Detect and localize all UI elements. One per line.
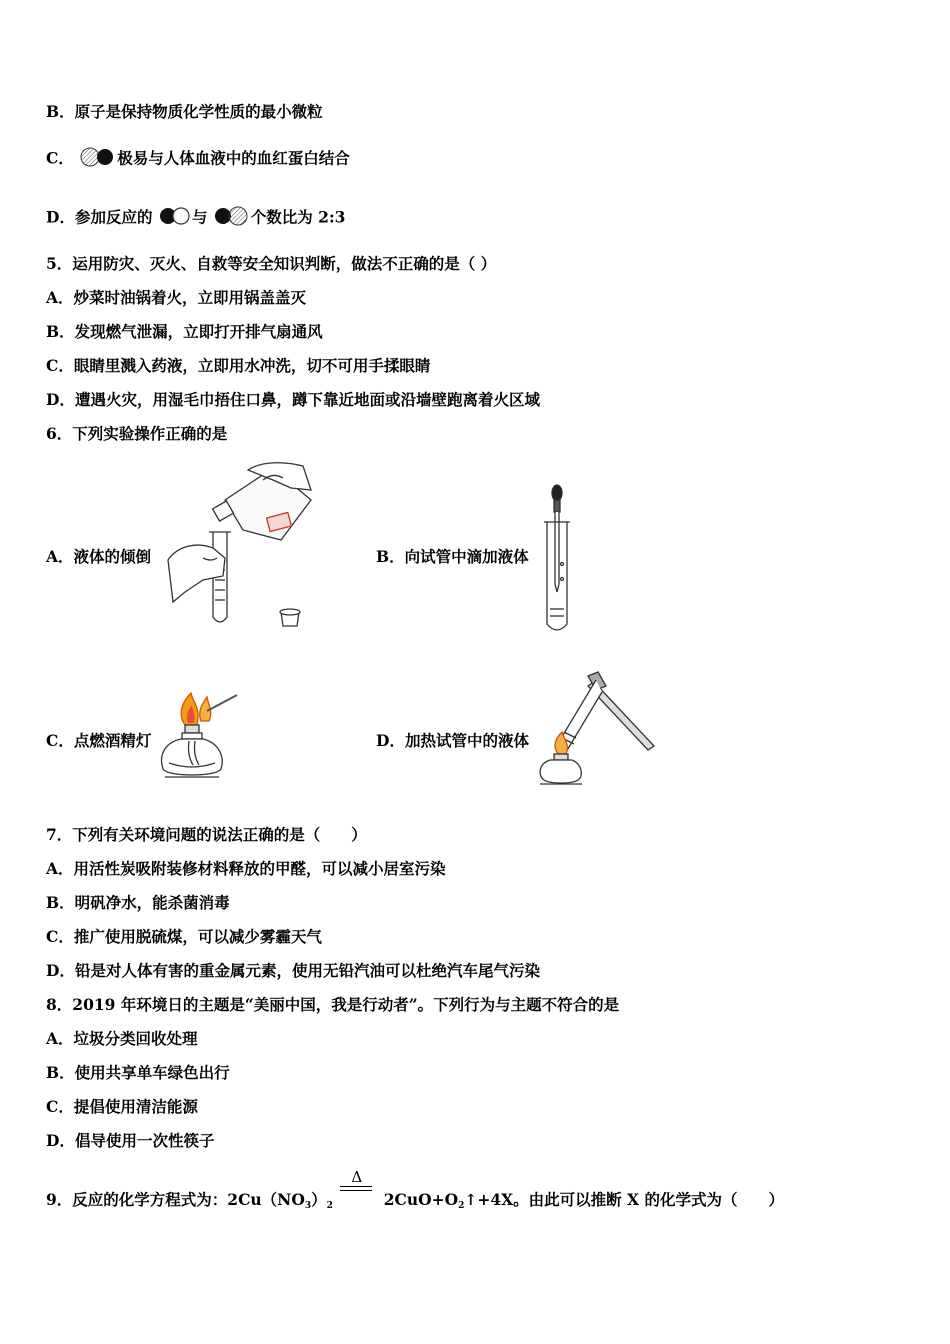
pouring-liquid-figure [163,460,323,635]
q5-option-a: A．炒菜时油锅着火，立即用锅盖盖灭 [46,288,307,307]
no-molecule-icon [158,205,192,232]
q9-sub-3: 3 [304,1201,312,1211]
lighting-alcohol-lamp-figure [155,685,250,785]
q9-sub-2: 2 [326,1201,333,1211]
q5-option-d: D．遭遇火灾，用湿毛巾捂住口鼻，蹲下靠近地面或沿墙壁跑离着火区域 [46,390,540,409]
co-molecule-icon [79,146,117,173]
q4-option-d-prefix: D．参加反应的 [46,207,153,227]
q9-sub-o2: 2 [458,1201,465,1211]
q9-heat-symbol: Δ [351,1168,363,1186]
q9-prefix: 9．反应的化学方程式为：2Cu（NO [46,1190,305,1209]
q7-option-b: B．明矾净水，能杀菌消毒 [46,893,230,912]
q9-reaction-arrow [338,1168,378,1211]
q8-option-c: C．提倡使用清洁能源 [46,1097,198,1116]
q4-option-d-end: 个数比为 2:3 [250,207,346,227]
q9-mid: ） [311,1190,327,1209]
q9-products-b: ↑+4X。由此可以推断 X 的化学式为（ ） [464,1190,784,1209]
q9-equation [46,1168,784,1216]
q8-stem: 8．2019 年环境日的主题是“美丽中国，我是行动者”。下列行为与主题不符合的是 [46,995,620,1014]
q4-option-c [46,146,350,173]
q7-option-d: D．铅是对人体有害的重金属元素，使用无铅汽油可以杜绝汽车尾气污染 [46,961,540,980]
q5-option-b: B．发现燃气泄漏，立即打开排气扇通风 [46,322,323,341]
q4-option-d [46,205,345,232]
q7-option-a: A．用活性炭吸附装修材料释放的甲醛，可以减小居室污染 [46,859,446,878]
dropper-in-tube-figure [540,484,574,634]
q8-option-b: B．使用共享单车绿色出行 [46,1063,230,1082]
q5-option-c: C．眼睛里溅入药液，立即用水冲洗，切不可用手揉眼睛 [46,356,431,375]
heating-liquid-in-tube-figure [536,668,661,788]
q6-option-b: B．向试管中滴加液体 [376,547,529,566]
q8-option-d: D．倡导使用一次性筷子 [46,1131,215,1150]
q6-option-d: D．加热试管中的液体 [376,731,529,750]
q6-option-a: A．液体的倾倒 [46,547,152,566]
q4-option-c-prefix: C． [46,148,74,168]
q6-stem: 6．下列实验操作正确的是 [46,424,228,443]
q7-stem: 7．下列有关环境问题的说法正确的是（ ） [46,825,367,844]
q6-option-c: C．点燃酒精灯 [46,731,152,750]
co-molecule-icon-2 [213,205,251,232]
q9-products-a: 2CuO+O [383,1190,459,1209]
q4-option-c-text: 极易与人体血液中的血红蛋白结合 [117,148,350,168]
q8-option-a: A．垃圾分类回收处理 [46,1029,198,1048]
q5-stem: 5．运用防灾、灭火、自救等安全知识判断，做法不正确的是（ ） [46,254,497,273]
q4-option-d-mid: 与 [191,207,208,227]
q7-option-c: C．推广使用脱硫煤，可以减少雾霾天气 [46,927,322,946]
q4-option-b: B．原子是保持物质化学性质的最小微粒 [46,102,323,121]
